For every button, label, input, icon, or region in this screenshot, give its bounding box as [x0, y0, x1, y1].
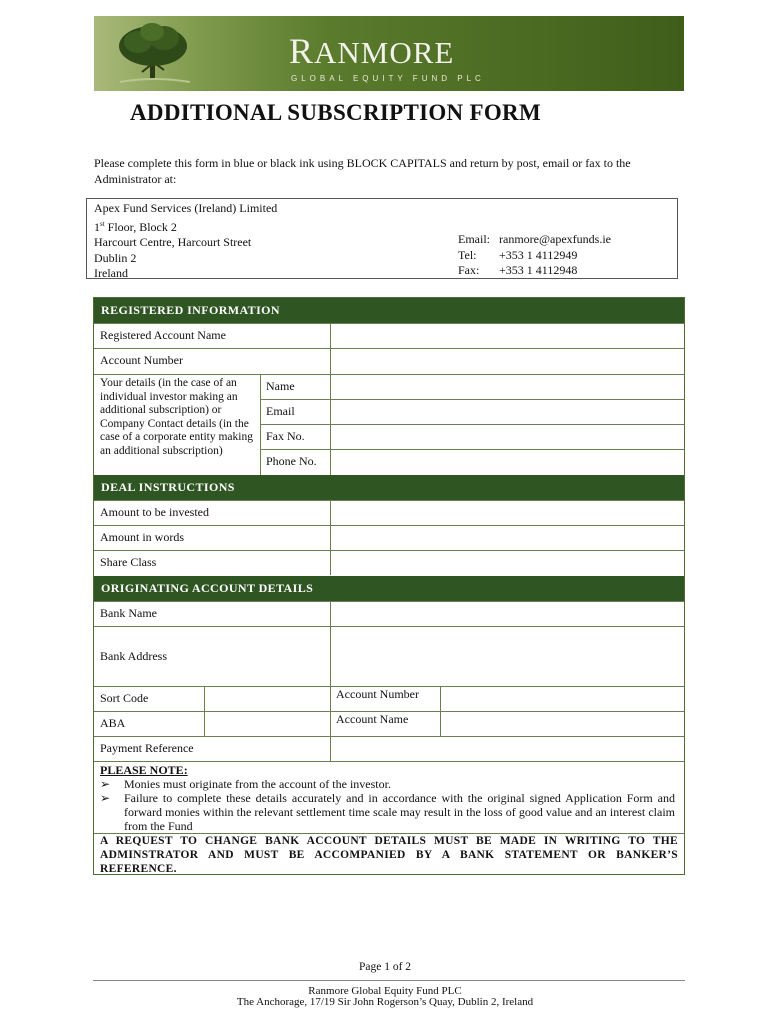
amount-words-field[interactable] — [330, 525, 684, 550]
admin-name: Apex Fund Services (Ireland) Limited — [94, 201, 278, 215]
amount-invested-field[interactable] — [330, 500, 684, 525]
arrow-bullet-icon: ➢ — [100, 791, 111, 805]
account-number-field[interactable] — [330, 348, 684, 373]
share-class-field[interactable] — [330, 550, 684, 575]
tree-logo-icon — [114, 20, 192, 88]
page-title: ADDITIONAL SUBSCRIPTION FORM — [130, 100, 541, 125]
header-banner — [94, 16, 684, 91]
phone-no-field[interactable] — [330, 449, 684, 474]
footer-address: The Anchorage, 17/19 Sir John Rogerson’s Quay, Dublin 2, Ireland — [236, 996, 534, 1008]
share-class-label: Share Class — [100, 555, 157, 569]
aba-field[interactable] — [204, 711, 330, 736]
sort-code-field[interactable] — [204, 686, 330, 711]
bank-name-field[interactable] — [330, 601, 684, 626]
admin-floor: 1st Floor, Block 2 — [94, 219, 177, 234]
bank-name-label: Bank Name — [100, 606, 157, 620]
sort-code-label: Sort Code — [100, 691, 149, 705]
bank-address-field[interactable] — [330, 626, 684, 686]
account-name-bank-label: Account Name — [336, 712, 409, 726]
fax-no-label: Fax No. — [266, 429, 305, 443]
fax-label: Fax: — [458, 263, 480, 278]
section-registered-information: REGISTERED INFORMATION — [94, 298, 684, 323]
tel-label: Tel: — [458, 247, 477, 262]
amount-words-label: Amount in words — [100, 530, 184, 544]
section-originating-account-details: ORIGINATING ACCOUNT DETAILS — [94, 576, 684, 601]
section-deal-instructions: DEAL INSTRUCTIONS — [94, 475, 684, 500]
fax-no-field[interactable] — [330, 424, 684, 449]
aba-label: ABA — [100, 716, 126, 730]
admin-contacts — [458, 232, 611, 279]
brand-tagline: GLOBAL EQUITY FUND PLC — [291, 74, 485, 83]
payment-reference-field[interactable] — [330, 736, 684, 761]
account-number-label: Account Number — [100, 353, 183, 367]
admin-country: Ireland — [94, 266, 128, 281]
admin-fax: +353 1 4112948 — [499, 263, 578, 278]
note-item: ➢ Failure to complete these details accurately and in accordance with the original signed Application Form and forward monies within the relevant settlement time scale may result in the loss of good value and an interest claim from the Fund — [100, 791, 675, 833]
footer-company: Ranmore Global Equity Fund PLC — [308, 985, 462, 997]
admin-city: Dublin 2 — [94, 250, 137, 265]
admin-street: Harcourt Centre, Harcourt Street — [94, 235, 252, 250]
name-label: Name — [266, 379, 295, 393]
your-details-label: Your details (in the case of an individual investor making an additional subscription) or Company Contact details (in the case of a corporate entity making an additional subscription) — [100, 377, 253, 457]
admin-email: ranmore@apexfunds.ie — [499, 232, 612, 246]
amount-invested-label: Amount to be invested — [100, 505, 209, 519]
registered-account-name-label: Registered Account Name — [100, 328, 226, 342]
subscription-form-table — [93, 297, 685, 875]
name-field[interactable] — [330, 374, 684, 399]
account-number-bank-field[interactable] — [440, 686, 684, 711]
administrator-address-box — [86, 198, 678, 279]
registered-account-name-field[interactable] — [330, 323, 684, 348]
bank-change-warning: A REQUEST TO CHANGE BANK ACCOUNT DETAILS MUST BE MADE IN WRITING TO THE ADMINSTRATOR AND MUST BE ACCOMPANIED BY A BANK STATEMENT OR BANKER’S REFERENCE. — [100, 835, 678, 875]
brand-name: RANMORE — [289, 31, 455, 71]
email-field-label: Email — [266, 404, 295, 418]
email-label: Email: — [458, 232, 490, 246]
note-item: ➢ Monies must originate from the account of the investor. — [100, 777, 391, 791]
page-number: Page 1 of 2 — [358, 961, 412, 973]
admin-tel: +353 1 4112949 — [499, 247, 578, 262]
footer-divider — [93, 980, 685, 981]
email-field[interactable] — [330, 399, 684, 424]
intro-text: Please complete this form in blue or black ink using BLOCK CAPITALS and return by post, email or fax to the Administrator at: — [94, 156, 631, 186]
arrow-bullet-icon: ➢ — [100, 777, 111, 791]
account-name-bank-field[interactable] — [440, 711, 684, 736]
phone-no-label: Phone No. — [266, 454, 317, 468]
account-number-bank-label: Account Number — [336, 687, 419, 701]
please-note-heading: PLEASE NOTE: — [100, 763, 188, 777]
payment-reference-label: Payment Reference — [100, 741, 194, 755]
bank-address-label: Bank Address — [100, 649, 167, 663]
